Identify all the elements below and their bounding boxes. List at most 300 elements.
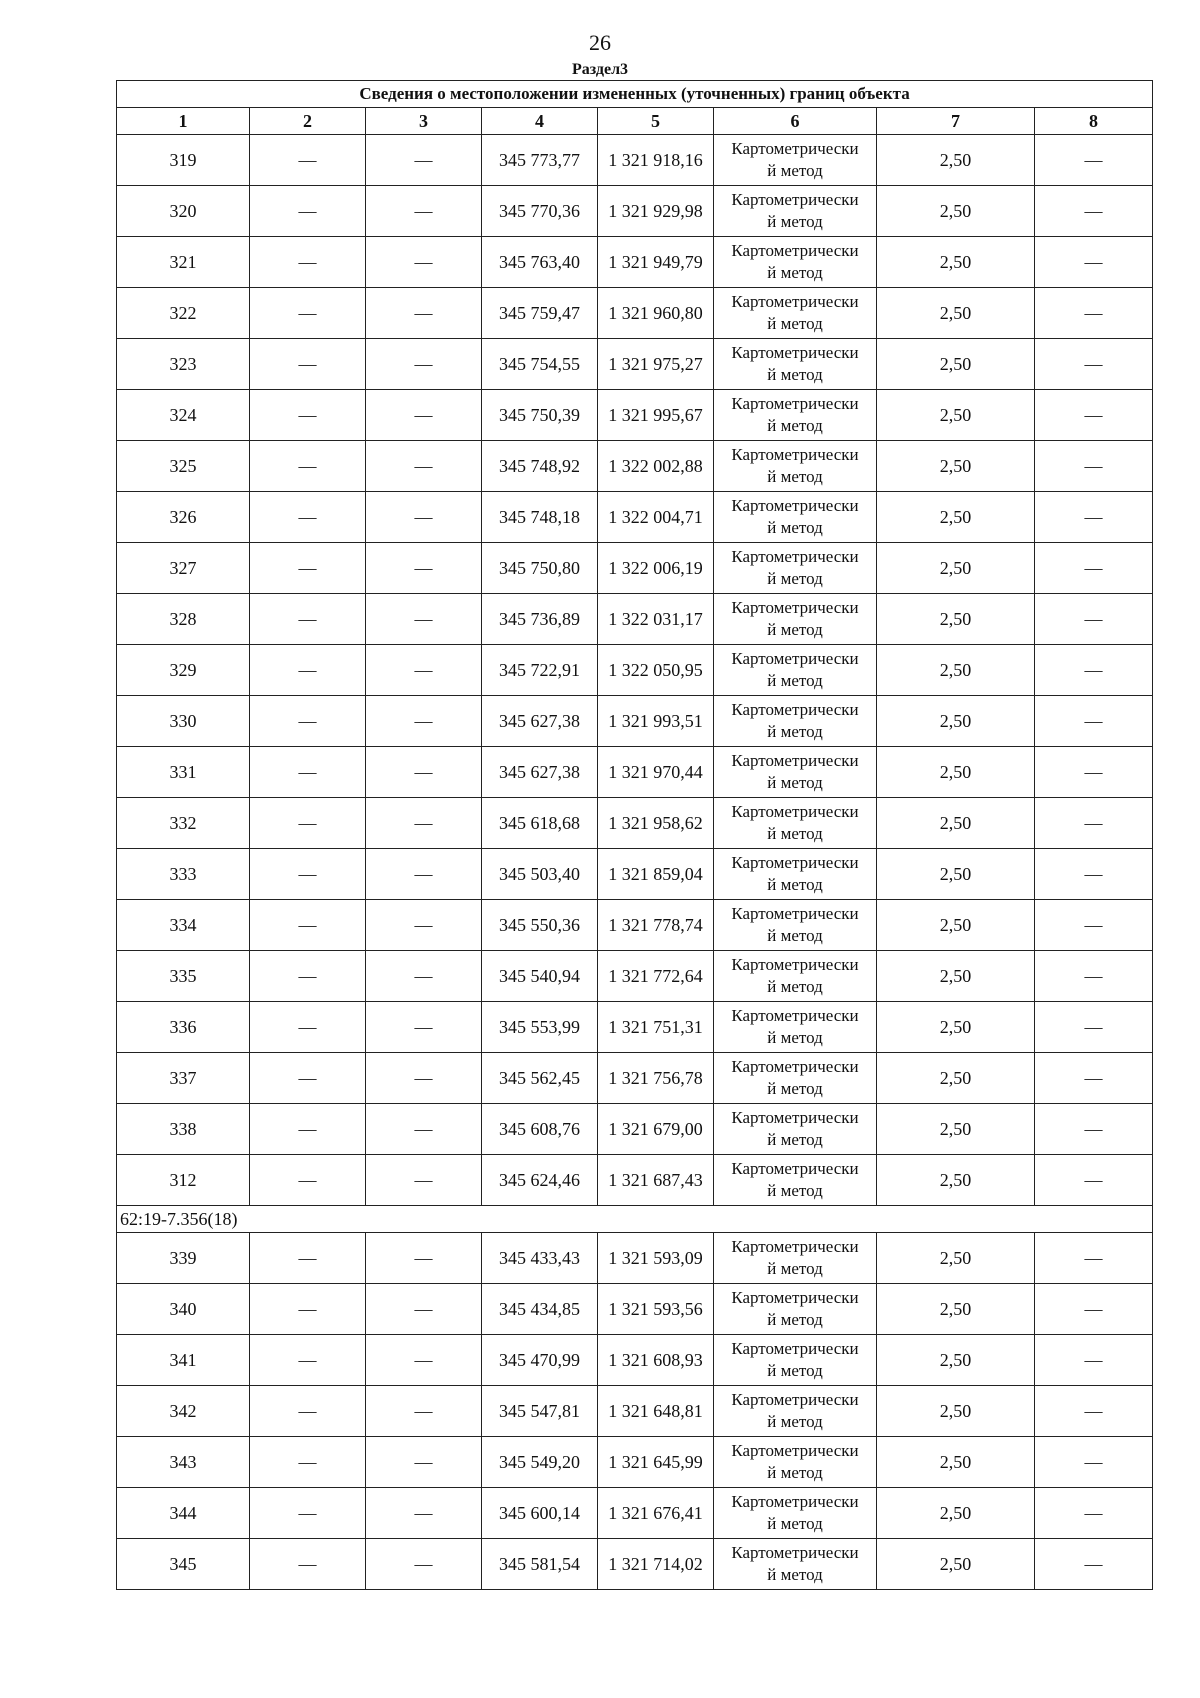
empty-cell-col3: —: [366, 288, 482, 339]
empty-cell-col2: —: [250, 492, 366, 543]
empty-cell-col2: —: [250, 951, 366, 1002]
column-number-row: [117, 108, 1153, 135]
column-number-header: 5: [598, 108, 714, 135]
table-row: [117, 900, 1153, 951]
empty-cell-col2: —: [250, 288, 366, 339]
method-text-line2: й метод: [767, 1181, 823, 1200]
x-coordinate-cell: 345 547,81: [482, 1386, 598, 1437]
method-cell: [714, 1002, 877, 1053]
y-coordinate-cell: 1 321 751,31: [598, 1002, 714, 1053]
empty-cell-col8: —: [1035, 135, 1153, 186]
y-coordinate-cell: 1 321 949,79: [598, 237, 714, 288]
x-coordinate-cell: 345 553,99: [482, 1002, 598, 1053]
point-number-cell: 336: [117, 1002, 250, 1053]
empty-cell-col3: —: [366, 186, 482, 237]
empty-cell-col8: —: [1035, 696, 1153, 747]
x-coordinate-cell: 345 759,47: [482, 288, 598, 339]
empty-cell-col8: —: [1035, 1539, 1153, 1590]
section-title: Раздел3: [571, 61, 629, 78]
empty-cell-col8: —: [1035, 1284, 1153, 1335]
empty-cell-col8: —: [1035, 747, 1153, 798]
empty-cell-col2: —: [250, 1437, 366, 1488]
x-coordinate-cell: 345 748,92: [482, 441, 598, 492]
empty-cell-col2: —: [250, 1539, 366, 1590]
empty-cell-col2: —: [250, 645, 366, 696]
method-text-line2: й метод: [767, 569, 823, 588]
empty-cell-col3: —: [366, 849, 482, 900]
y-coordinate-cell: 1 321 676,41: [598, 1488, 714, 1539]
y-coordinate-cell: 1 321 778,74: [598, 900, 714, 951]
empty-cell-col2: —: [250, 1284, 366, 1335]
method-cell: [714, 1335, 877, 1386]
table-row: [117, 1284, 1153, 1335]
empty-cell-col8: —: [1035, 1386, 1153, 1437]
method-text-line1: Картометрически: [731, 1543, 859, 1562]
method-cell: [714, 1488, 877, 1539]
method-text-line1: Картометрически: [731, 241, 859, 260]
method-text-line2: й метод: [767, 1259, 823, 1278]
method-text-line2: й метод: [767, 1361, 823, 1380]
y-coordinate-cell: 1 321 772,64: [598, 951, 714, 1002]
precision-cell: 2,50: [877, 441, 1035, 492]
empty-cell-col8: —: [1035, 1335, 1153, 1386]
method-text-line1: Картометрически: [731, 1237, 859, 1256]
method-text-line2: й метод: [767, 1079, 823, 1098]
column-number-header: 6: [714, 108, 877, 135]
x-coordinate-cell: 345 754,55: [482, 339, 598, 390]
method-text-line2: й метод: [767, 1310, 823, 1329]
table-row: [117, 696, 1153, 747]
empty-cell-col8: —: [1035, 1488, 1153, 1539]
empty-cell-col2: —: [250, 1488, 366, 1539]
method-text-line1: Картометрически: [731, 802, 859, 821]
point-number-cell: 338: [117, 1104, 250, 1155]
empty-cell-col8: —: [1035, 951, 1153, 1002]
y-coordinate-cell: 1 321 645,99: [598, 1437, 714, 1488]
table-row: [117, 1053, 1153, 1104]
method-cell: [714, 492, 877, 543]
x-coordinate-cell: 345 770,36: [482, 186, 598, 237]
empty-cell-col3: —: [366, 237, 482, 288]
x-coordinate-cell: 345 562,45: [482, 1053, 598, 1104]
point-number-cell: 330: [117, 696, 250, 747]
table-caption-row: [117, 81, 1153, 108]
empty-cell-col8: —: [1035, 1053, 1153, 1104]
empty-cell-col8: —: [1035, 1233, 1153, 1284]
column-number-header: 4: [482, 108, 598, 135]
empty-cell-col3: —: [366, 594, 482, 645]
precision-cell: 2,50: [877, 1233, 1035, 1284]
y-coordinate-cell: 1 321 993,51: [598, 696, 714, 747]
empty-cell-col2: —: [250, 1104, 366, 1155]
method-text-line2: й метод: [767, 671, 823, 690]
precision-cell: 2,50: [877, 594, 1035, 645]
method-cell: [714, 543, 877, 594]
method-text-line1: Картометрически: [731, 547, 859, 566]
empty-cell-col8: —: [1035, 441, 1153, 492]
precision-cell: 2,50: [877, 1539, 1035, 1590]
method-text-line1: Картометрически: [731, 1339, 859, 1358]
method-text-line2: й метод: [767, 926, 823, 945]
method-text-line1: Картометрически: [731, 904, 859, 923]
y-coordinate-cell: 1 321 756,78: [598, 1053, 714, 1104]
method-text-line1: Картометрически: [731, 1159, 859, 1178]
method-cell: [714, 135, 877, 186]
method-cell: [714, 237, 877, 288]
table-row: [117, 1488, 1153, 1539]
table-row: [117, 1335, 1153, 1386]
y-coordinate-cell: 1 321 970,44: [598, 747, 714, 798]
x-coordinate-cell: 345 600,14: [482, 1488, 598, 1539]
method-cell: [714, 186, 877, 237]
x-coordinate-cell: 345 434,85: [482, 1284, 598, 1335]
empty-cell-col3: —: [366, 543, 482, 594]
empty-cell-col3: —: [366, 951, 482, 1002]
method-text-line1: Картометрически: [731, 1441, 859, 1460]
table-caption: Сведения о местоположении измененных (уточненных) границ объекта: [117, 81, 1153, 108]
empty-cell-col8: —: [1035, 288, 1153, 339]
table-row: [117, 237, 1153, 288]
empty-cell-col2: —: [250, 1335, 366, 1386]
precision-cell: 2,50: [877, 237, 1035, 288]
table-row: [117, 390, 1153, 441]
empty-cell-col3: —: [366, 1335, 482, 1386]
y-coordinate-cell: 1 321 687,43: [598, 1155, 714, 1206]
method-cell: [714, 1539, 877, 1590]
precision-cell: 2,50: [877, 1053, 1035, 1104]
empty-cell-col8: —: [1035, 186, 1153, 237]
x-coordinate-cell: 345 763,40: [482, 237, 598, 288]
y-coordinate-cell: 1 321 679,00: [598, 1104, 714, 1155]
x-coordinate-cell: 345 470,99: [482, 1335, 598, 1386]
y-coordinate-cell: 1 321 975,27: [598, 339, 714, 390]
point-number-cell: 342: [117, 1386, 250, 1437]
point-number-cell: 343: [117, 1437, 250, 1488]
y-coordinate-cell: 1 322 050,95: [598, 645, 714, 696]
empty-cell-col2: —: [250, 849, 366, 900]
table-row: [117, 288, 1153, 339]
precision-cell: 2,50: [877, 1284, 1035, 1335]
method-text-line1: Картометрически: [731, 1288, 859, 1307]
method-text-line2: й метод: [767, 875, 823, 894]
precision-cell: 2,50: [877, 849, 1035, 900]
column-number-header: 3: [366, 108, 482, 135]
empty-cell-col2: —: [250, 1386, 366, 1437]
empty-cell-col2: —: [250, 543, 366, 594]
x-coordinate-cell: 345 608,76: [482, 1104, 598, 1155]
method-text-line2: й метод: [767, 824, 823, 843]
precision-cell: 2,50: [877, 390, 1035, 441]
point-number-cell: 344: [117, 1488, 250, 1539]
empty-cell-col3: —: [366, 339, 482, 390]
table-row: [117, 798, 1153, 849]
table-row: [117, 186, 1153, 237]
empty-cell-col2: —: [250, 237, 366, 288]
point-number-cell: 332: [117, 798, 250, 849]
group-label-row: [117, 1206, 1153, 1233]
method-cell: [714, 900, 877, 951]
empty-cell-col3: —: [366, 1284, 482, 1335]
method-cell: [714, 696, 877, 747]
method-cell: [714, 390, 877, 441]
column-number-header: 1: [117, 108, 250, 135]
column-number-header: 2: [250, 108, 366, 135]
precision-cell: 2,50: [877, 1155, 1035, 1206]
empty-cell-col2: —: [250, 594, 366, 645]
empty-cell-col2: —: [250, 900, 366, 951]
empty-cell-col3: —: [366, 1155, 482, 1206]
y-coordinate-cell: 1 321 929,98: [598, 186, 714, 237]
method-text-line1: Картометрически: [731, 394, 859, 413]
column-number-header: 7: [877, 108, 1035, 135]
x-coordinate-cell: 345 722,91: [482, 645, 598, 696]
empty-cell-col2: —: [250, 696, 366, 747]
method-cell: [714, 1284, 877, 1335]
method-text-line1: Картометрически: [731, 853, 859, 872]
precision-cell: 2,50: [877, 492, 1035, 543]
method-text-line2: й метод: [767, 1412, 823, 1431]
x-coordinate-cell: 345 503,40: [482, 849, 598, 900]
method-text-line1: Картометрически: [731, 1108, 859, 1127]
empty-cell-col8: —: [1035, 798, 1153, 849]
empty-cell-col3: —: [366, 135, 482, 186]
x-coordinate-cell: 345 540,94: [482, 951, 598, 1002]
method-text-line2: й метод: [767, 977, 823, 996]
table-row: [117, 1155, 1153, 1206]
y-coordinate-cell: 1 322 002,88: [598, 441, 714, 492]
empty-cell-col3: —: [366, 798, 482, 849]
table-row: [117, 1104, 1153, 1155]
point-number-cell: 325: [117, 441, 250, 492]
point-number-cell: 323: [117, 339, 250, 390]
empty-cell-col3: —: [366, 1002, 482, 1053]
x-coordinate-cell: 345 773,77: [482, 135, 598, 186]
y-coordinate-cell: 1 322 031,17: [598, 594, 714, 645]
precision-cell: 2,50: [877, 1104, 1035, 1155]
table-row: [117, 1233, 1153, 1284]
empty-cell-col2: —: [250, 186, 366, 237]
method-cell: [714, 339, 877, 390]
y-coordinate-cell: 1 321 958,62: [598, 798, 714, 849]
point-number-cell: 334: [117, 900, 250, 951]
x-coordinate-cell: 345 581,54: [482, 1539, 598, 1590]
empty-cell-col3: —: [366, 1386, 482, 1437]
method-text-line1: Картометрически: [731, 292, 859, 311]
table-row: [117, 1002, 1153, 1053]
table-row: [117, 543, 1153, 594]
method-text-line2: й метод: [767, 263, 823, 282]
column-number-header: 8: [1035, 108, 1153, 135]
empty-cell-col3: —: [366, 1233, 482, 1284]
method-text-line2: й метод: [767, 1130, 823, 1149]
method-text-line2: й метод: [767, 620, 823, 639]
precision-cell: 2,50: [877, 1386, 1035, 1437]
point-number-cell: 341: [117, 1335, 250, 1386]
x-coordinate-cell: 345 624,46: [482, 1155, 598, 1206]
empty-cell-col8: —: [1035, 543, 1153, 594]
precision-cell: 2,50: [877, 1437, 1035, 1488]
precision-cell: 2,50: [877, 339, 1035, 390]
y-coordinate-cell: 1 321 593,56: [598, 1284, 714, 1335]
method-text-line2: й метод: [767, 212, 823, 231]
point-number-cell: 329: [117, 645, 250, 696]
method-cell: [714, 1386, 877, 1437]
point-number-cell: 312: [117, 1155, 250, 1206]
x-coordinate-cell: 345 550,36: [482, 900, 598, 951]
empty-cell-col3: —: [366, 645, 482, 696]
x-coordinate-cell: 345 627,38: [482, 696, 598, 747]
point-number-cell: 337: [117, 1053, 250, 1104]
table-row: [117, 1539, 1153, 1590]
method-text-line2: й метод: [767, 365, 823, 384]
method-text-line2: й метод: [767, 722, 823, 741]
table-row: [117, 951, 1153, 1002]
method-cell: [714, 747, 877, 798]
x-coordinate-cell: 345 736,89: [482, 594, 598, 645]
empty-cell-col3: —: [366, 441, 482, 492]
point-number-cell: 324: [117, 390, 250, 441]
method-text-line1: Картометрически: [731, 1057, 859, 1076]
method-cell: [714, 1437, 877, 1488]
method-text-line2: й метод: [767, 161, 823, 180]
y-coordinate-cell: 1 322 004,71: [598, 492, 714, 543]
table-row: [117, 339, 1153, 390]
method-text-line2: й метод: [767, 1514, 823, 1533]
empty-cell-col3: —: [366, 747, 482, 798]
y-coordinate-cell: 1 321 608,93: [598, 1335, 714, 1386]
method-cell: [714, 1155, 877, 1206]
point-number-cell: 320: [117, 186, 250, 237]
y-coordinate-cell: 1 321 918,16: [598, 135, 714, 186]
precision-cell: 2,50: [877, 543, 1035, 594]
empty-cell-col3: —: [366, 900, 482, 951]
method-text-line1: Картометрически: [731, 1006, 859, 1025]
point-number-cell: 340: [117, 1284, 250, 1335]
empty-cell-col2: —: [250, 390, 366, 441]
page-number: 26: [589, 30, 611, 55]
empty-cell-col2: —: [250, 441, 366, 492]
method-text-line2: й метод: [767, 467, 823, 486]
point-number-cell: 335: [117, 951, 250, 1002]
precision-cell: 2,50: [877, 1488, 1035, 1539]
coordinates-table: [116, 80, 1153, 1590]
method-cell: [714, 594, 877, 645]
empty-cell-col8: —: [1035, 390, 1153, 441]
y-coordinate-cell: 1 322 006,19: [598, 543, 714, 594]
group-label: 62:19-7.356(18): [117, 1206, 1153, 1233]
method-text-line1: Картометрически: [731, 751, 859, 770]
table-row: [117, 492, 1153, 543]
method-cell: [714, 441, 877, 492]
empty-cell-col8: —: [1035, 1002, 1153, 1053]
table-row: [117, 441, 1153, 492]
empty-cell-col3: —: [366, 1488, 482, 1539]
method-text-line1: Картометрически: [731, 496, 859, 515]
method-text-line2: й метод: [767, 416, 823, 435]
method-cell: [714, 951, 877, 1002]
table-row: [117, 849, 1153, 900]
precision-cell: 2,50: [877, 696, 1035, 747]
method-cell: [714, 798, 877, 849]
empty-cell-col2: —: [250, 747, 366, 798]
precision-cell: 2,50: [877, 645, 1035, 696]
empty-cell-col8: —: [1035, 492, 1153, 543]
precision-cell: 2,50: [877, 900, 1035, 951]
y-coordinate-cell: 1 321 960,80: [598, 288, 714, 339]
empty-cell-col3: —: [366, 1053, 482, 1104]
precision-cell: 2,50: [877, 288, 1035, 339]
method-text-line1: Картометрически: [731, 1390, 859, 1409]
method-text-line1: Картометрически: [731, 700, 859, 719]
method-text-line2: й метод: [767, 1028, 823, 1047]
method-text-line1: Картометрически: [731, 343, 859, 362]
empty-cell-col2: —: [250, 1155, 366, 1206]
point-number-cell: 339: [117, 1233, 250, 1284]
table-row: [117, 747, 1153, 798]
method-text-line1: Картометрически: [731, 190, 859, 209]
precision-cell: 2,50: [877, 1335, 1035, 1386]
method-text-line2: й метод: [767, 1565, 823, 1584]
method-text-line2: й метод: [767, 773, 823, 792]
empty-cell-col2: —: [250, 1053, 366, 1104]
method-text-line1: Картометрически: [731, 139, 859, 158]
point-number-cell: 327: [117, 543, 250, 594]
empty-cell-col8: —: [1035, 900, 1153, 951]
method-cell: [714, 1233, 877, 1284]
empty-cell-col8: —: [1035, 594, 1153, 645]
empty-cell-col8: —: [1035, 645, 1153, 696]
y-coordinate-cell: 1 321 714,02: [598, 1539, 714, 1590]
point-number-cell: 333: [117, 849, 250, 900]
precision-cell: 2,50: [877, 747, 1035, 798]
empty-cell-col2: —: [250, 798, 366, 849]
empty-cell-col2: —: [250, 1233, 366, 1284]
method-text-line1: Картометрически: [731, 445, 859, 464]
empty-cell-col3: —: [366, 1104, 482, 1155]
empty-cell-col8: —: [1035, 1155, 1153, 1206]
empty-cell-col2: —: [250, 1002, 366, 1053]
y-coordinate-cell: 1 321 593,09: [598, 1233, 714, 1284]
table-row: [117, 1437, 1153, 1488]
method-cell: [714, 1053, 877, 1104]
x-coordinate-cell: 345 750,80: [482, 543, 598, 594]
table-body: [117, 135, 1153, 1590]
method-text-line1: Картометрически: [731, 1492, 859, 1511]
x-coordinate-cell: 345 750,39: [482, 390, 598, 441]
empty-cell-col8: —: [1035, 237, 1153, 288]
x-coordinate-cell: 345 627,38: [482, 747, 598, 798]
method-cell: [714, 849, 877, 900]
method-cell: [714, 1104, 877, 1155]
x-coordinate-cell: 345 748,18: [482, 492, 598, 543]
method-text-line1: Картометрически: [731, 649, 859, 668]
precision-cell: 2,50: [877, 951, 1035, 1002]
empty-cell-col8: —: [1035, 339, 1153, 390]
y-coordinate-cell: 1 321 995,67: [598, 390, 714, 441]
empty-cell-col8: —: [1035, 849, 1153, 900]
method-text-line1: Картометрически: [731, 955, 859, 974]
y-coordinate-cell: 1 321 648,81: [598, 1386, 714, 1437]
method-cell: [714, 645, 877, 696]
y-coordinate-cell: 1 321 859,04: [598, 849, 714, 900]
table-row: [117, 645, 1153, 696]
point-number-cell: 331: [117, 747, 250, 798]
point-number-cell: 328: [117, 594, 250, 645]
point-number-cell: 322: [117, 288, 250, 339]
table-row: [117, 135, 1153, 186]
method-text-line1: Картометрически: [731, 598, 859, 617]
precision-cell: 2,50: [877, 135, 1035, 186]
